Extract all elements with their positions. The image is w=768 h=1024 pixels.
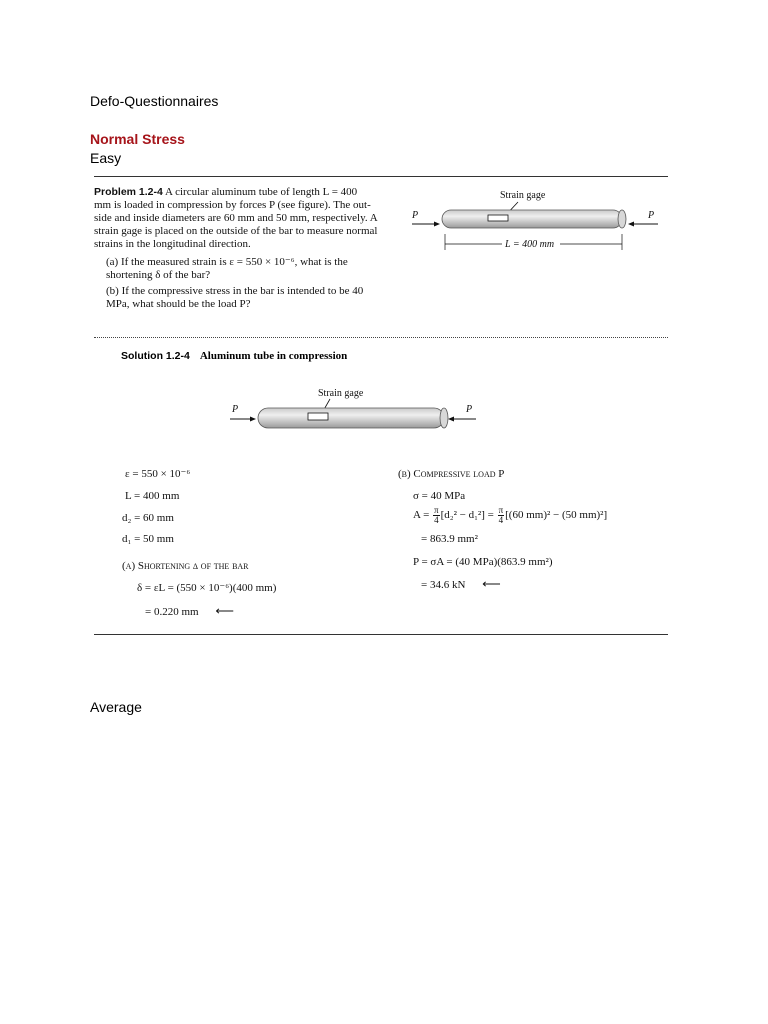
part-a-shortening-eq: δ = εL = (550 × 10⁻⁶)(400 mm) — [137, 582, 277, 594]
difficulty-easy-label: Easy — [90, 150, 122, 166]
part-b-stress: σ = 40 MPa — [413, 490, 466, 502]
problem-figure — [400, 180, 668, 260]
problem-solution-divider — [94, 337, 668, 338]
solution-left-arrowhead-icon — [250, 417, 256, 422]
problem-load-left: P — [412, 210, 419, 221]
part-b-area-eq — [413, 506, 607, 525]
fraction-denominator: 4 — [434, 515, 439, 525]
part-b-heading: (b) Compressive load P — [398, 468, 505, 480]
solution-label: Solution 1.2-4 — [121, 350, 190, 362]
part-b-line-2: MPa, what should be the load P? — [106, 298, 251, 310]
solution-title: Aluminum tube in compression — [199, 350, 348, 362]
bottom-divider — [94, 634, 668, 635]
strain-gage-icon — [488, 215, 508, 221]
given-outer-diameter: d₂ = 60 mm — [122, 512, 174, 524]
solution-figure — [228, 382, 488, 438]
given-strain: ε = 550 × 10⁻⁶ — [125, 468, 191, 480]
problem-tube — [442, 210, 622, 228]
left-arrowhead-icon — [434, 222, 440, 227]
problem-part-a — [94, 256, 398, 282]
part-b-answer-arrow-icon: ⟵ — [482, 576, 501, 591]
part-a-result — [145, 604, 234, 619]
part-b-area-result: = 863.9 mm² — [421, 533, 478, 545]
fraction-denominator-2: 4 — [498, 515, 504, 525]
given-length: L = 400 mm — [125, 490, 180, 502]
problem-line-4: strain gage is placed on the outside of the bar to measure normal — [94, 225, 378, 237]
solution-load-right: P — [466, 404, 473, 415]
problem-gage-label: Strain gage — [500, 190, 546, 201]
pi-over-4-fraction — [433, 506, 440, 525]
problem-line-5: strains in the longitudinal direction. — [94, 238, 251, 250]
section-heading: Normal Stress — [90, 131, 185, 147]
problem-part-b — [94, 285, 398, 311]
fraction-numerator-2: π — [498, 505, 504, 515]
part-a-line-1: (a) If the measured strain is ε = 550 × 10⁻⁶, what is the — [106, 256, 348, 268]
pi-over-4-fraction-2 — [498, 506, 505, 525]
solution-strain-gage-icon — [308, 413, 328, 420]
solution-tube-end-cap — [440, 408, 448, 428]
area-lhs: A = — [413, 509, 430, 522]
given-inner-diameter: d₁ = 50 mm — [122, 533, 174, 545]
difficulty-average-label: Average — [90, 699, 142, 715]
area-mid: [d₂² − d₁²] = — [440, 509, 494, 522]
part-b-load-eq: P = σA = (40 MPa)(863.9 mm²) — [413, 556, 553, 568]
part-a-result-value: = 0.220 mm — [145, 606, 199, 618]
part-b-result — [421, 577, 501, 592]
right-arrowhead-icon — [628, 222, 634, 227]
part-a-line-2: shortening δ of the bar? — [106, 269, 211, 281]
part-b-result-value: = 34.6 kN — [421, 579, 466, 591]
problem-line-1: A circular aluminum tube of length L = 400 — [165, 186, 358, 198]
problem-load-right: P — [648, 210, 655, 221]
area-rhs: [(60 mm)² − (50 mm)²] — [505, 509, 608, 522]
solution-right-arrowhead-icon — [448, 417, 454, 422]
document-title: Defo-Questionnaires — [90, 93, 219, 109]
problem-line-3: side and inside diameters are 60 mm and 50 mm, respectively. A — [94, 212, 378, 224]
solution-load-left: P — [232, 404, 239, 415]
part-a-answer-arrow-icon: ⟵ — [215, 603, 234, 618]
top-divider — [94, 176, 668, 177]
problem-label: Problem 1.2-4 — [94, 186, 163, 198]
problem-length-label: L = 400 mm — [505, 239, 555, 250]
part-a-heading: (a) Shortening δ of the bar — [122, 560, 249, 572]
fraction-numerator: π — [434, 505, 439, 515]
problem-statement — [94, 186, 398, 311]
part-b-line-1: (b) If the compressive stress in the bar is intended to be 40 — [106, 285, 364, 297]
tube-end-cap — [618, 210, 626, 228]
solution-heading — [121, 350, 347, 362]
solution-tube — [258, 408, 444, 428]
solution-gage-label: Strain gage — [318, 388, 364, 399]
problem-line-2: mm is loaded in compression by forces P (see figure). The out- — [94, 199, 371, 211]
